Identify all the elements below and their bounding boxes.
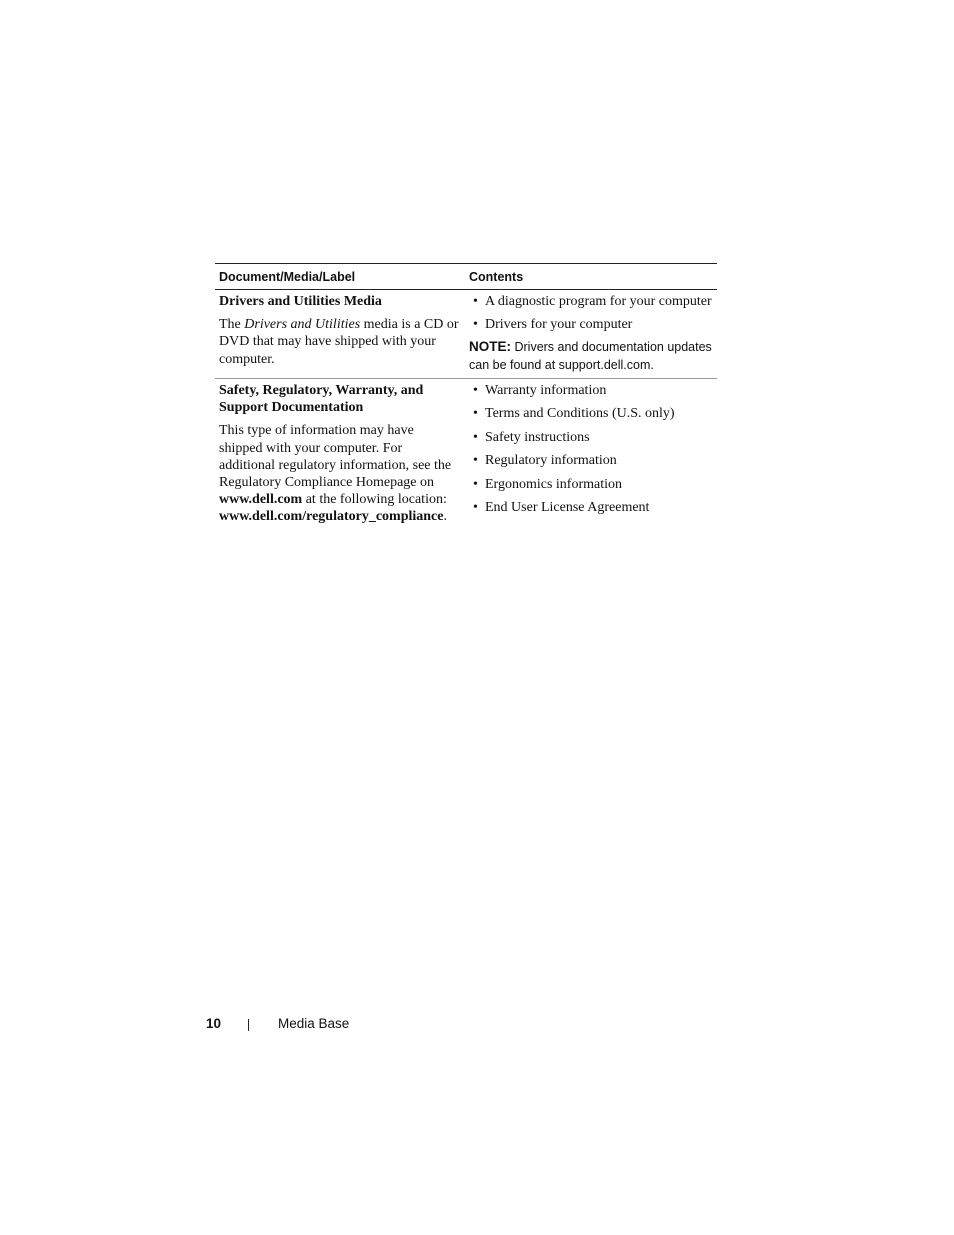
desc-text: The bbox=[219, 317, 245, 333]
support-link[interactable]: support.dell.com bbox=[558, 357, 651, 372]
list-item: • Terms and Conditions (U.S. only) bbox=[469, 405, 717, 422]
row-description bbox=[219, 422, 459, 525]
note-label: NOTE: bbox=[469, 338, 511, 354]
list-item: • End User License Agreement bbox=[469, 499, 717, 516]
page-number: 10 bbox=[206, 1015, 222, 1031]
row-description bbox=[219, 316, 459, 368]
table-header bbox=[215, 264, 717, 290]
desc-text: This type of information may have shipped with your computer. For additional regulatory information, see the Regulatory Compliance Homepage on bbox=[219, 423, 452, 491]
footer-separator bbox=[248, 1019, 249, 1031]
row-contents-cell bbox=[465, 379, 717, 539]
row-contents-cell bbox=[465, 290, 717, 378]
header-document-media-label: Document/Media/Label bbox=[219, 269, 356, 284]
dell-link[interactable]: www.dell.com bbox=[219, 492, 303, 508]
regulatory-compliance-link[interactable]: www.dell.com/regulatory_compliance bbox=[219, 509, 444, 525]
desc-text: media is a CD or DVD that may have shipped with your computer. bbox=[219, 317, 459, 367]
note-text: . bbox=[650, 357, 654, 372]
desc-text: at the following location: bbox=[302, 492, 447, 508]
table-row bbox=[215, 379, 717, 539]
desc-italic-text: Drivers and Utilities bbox=[244, 317, 361, 333]
row-label-cell bbox=[215, 290, 465, 378]
row-title: Drivers and Utilities Media bbox=[219, 294, 382, 309]
note bbox=[469, 338, 717, 374]
page-footer bbox=[206, 1015, 349, 1031]
section-title: Media Base bbox=[278, 1015, 350, 1031]
list-item: • Ergonomics information bbox=[469, 476, 717, 493]
desc-text: . bbox=[443, 509, 447, 525]
row-label-cell bbox=[215, 379, 465, 539]
contents-list bbox=[469, 293, 717, 334]
document-table bbox=[215, 263, 717, 539]
row-title: Safety, Regulatory, Warranty, and Support Documentation bbox=[219, 383, 424, 416]
contents-list bbox=[469, 382, 717, 516]
list-item: • Safety instructions bbox=[469, 429, 717, 446]
table-row bbox=[215, 290, 717, 379]
list-item: • Warranty information bbox=[469, 382, 717, 399]
header-contents: Contents bbox=[469, 269, 524, 284]
list-item: • A diagnostic program for your computer bbox=[469, 293, 717, 310]
list-item: • Regulatory information bbox=[469, 452, 717, 469]
list-item: • Drivers for your computer bbox=[469, 316, 717, 333]
note-text: Drivers and documentation updates can be found at bbox=[469, 339, 712, 372]
